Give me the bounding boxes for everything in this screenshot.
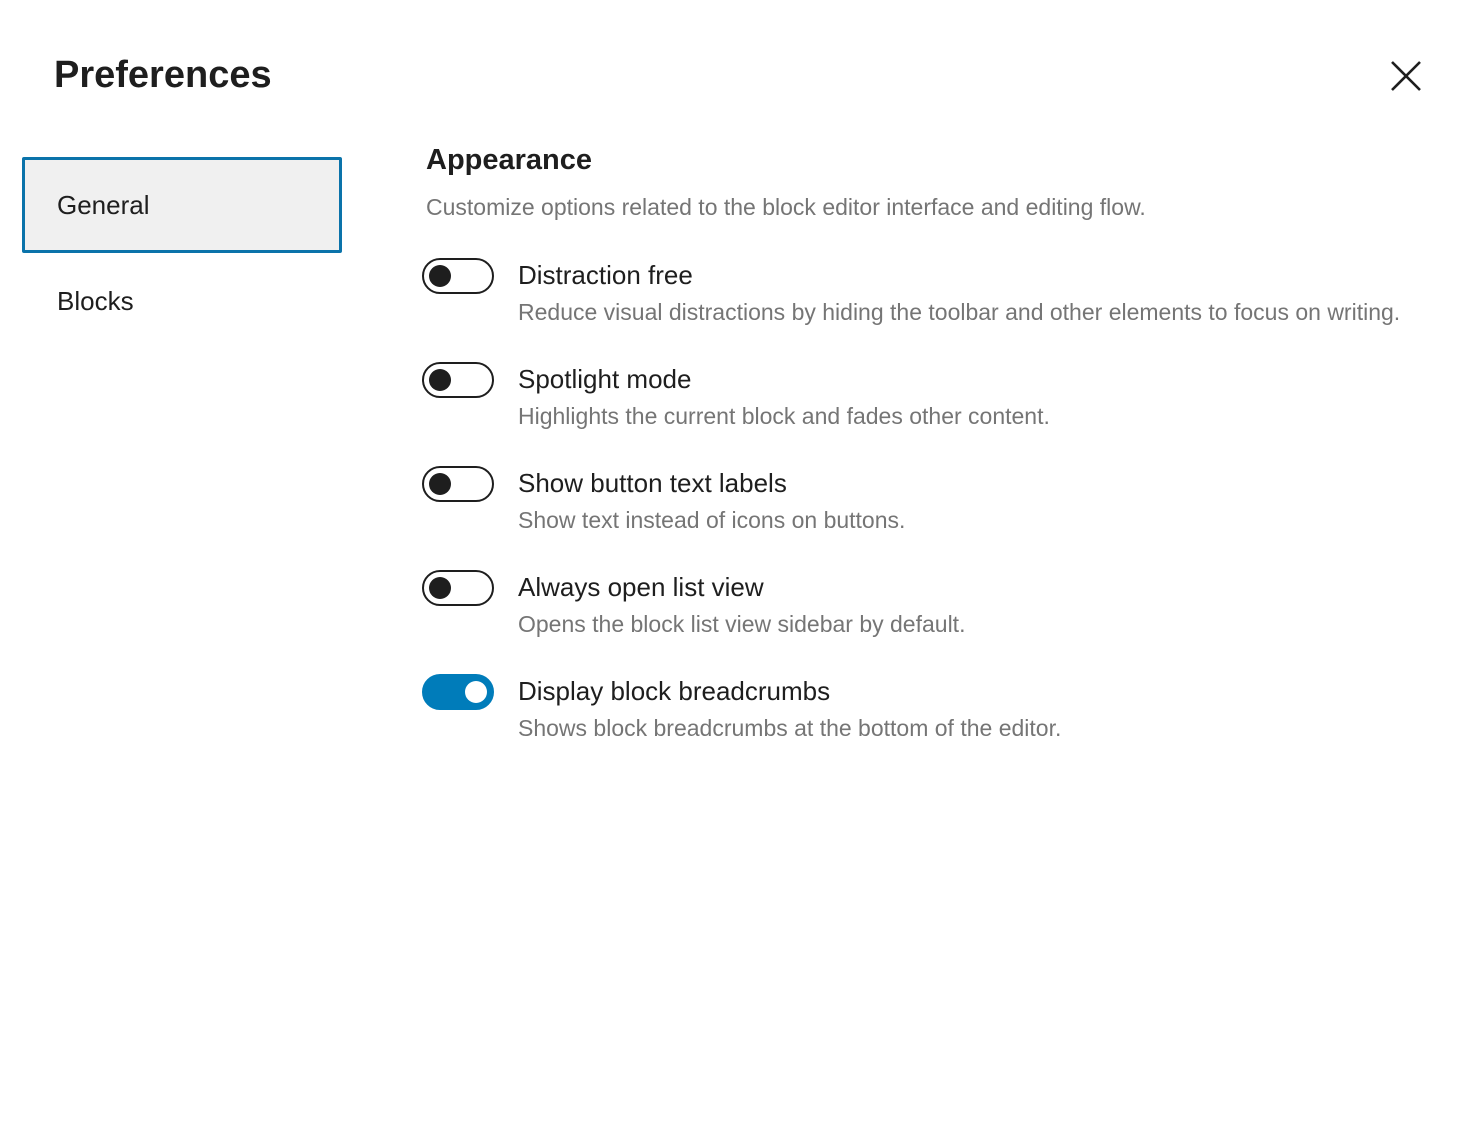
close-icon (1389, 59, 1423, 93)
tab-blocks-label: Blocks (57, 285, 134, 316)
option-help: Reduce visual distractions by hiding the toolbar and other elements to focus on writing. (518, 299, 1401, 325)
spotlight-mode-toggle[interactable] (422, 362, 494, 398)
option-always-open-list-view (426, 570, 1426, 642)
tab-general-label: General (57, 189, 150, 220)
modal-title: Preferences (54, 54, 272, 96)
option-spotlight-mode (426, 362, 1426, 434)
appearance-section (426, 142, 1426, 778)
options-list (426, 258, 1426, 746)
tab-general[interactable] (22, 157, 342, 253)
distraction-free-toggle[interactable] (422, 258, 494, 294)
section-description: Customize options related to the block editor interface and editing flow. (426, 194, 1146, 220)
tab-blocks[interactable] (22, 253, 342, 349)
display-block-breadcrumbs-toggle[interactable] (422, 674, 494, 710)
show-button-text-labels-toggle[interactable] (422, 466, 494, 502)
option-help: Shows block breadcrumbs at the bottom of the editor. (518, 715, 1062, 741)
option-label: Distraction free (518, 260, 693, 290)
toggle-thumb (429, 473, 451, 495)
option-help: Highlights the current block and fades other content. (518, 403, 1050, 429)
toggle-thumb (429, 369, 451, 391)
toggle-thumb (429, 577, 451, 599)
close-button[interactable] (1380, 52, 1432, 100)
toggle-thumb (465, 681, 487, 703)
option-label: Display block breadcrumbs (518, 676, 831, 706)
option-distraction-free (426, 258, 1426, 330)
option-help: Opens the block list view sidebar by default. (518, 611, 966, 637)
option-help: Show text instead of icons on buttons. (518, 507, 906, 533)
preferences-sidebar (22, 157, 342, 349)
option-label: Spotlight mode (518, 364, 692, 394)
toggle-thumb (429, 265, 451, 287)
option-label: Show button text labels (518, 468, 787, 498)
always-open-list-view-toggle[interactable] (422, 570, 494, 606)
section-title: Appearance (426, 144, 593, 176)
option-display-block-breadcrumbs (426, 674, 1426, 746)
option-label: Always open list view (518, 572, 764, 602)
option-show-button-text-labels (426, 466, 1426, 538)
